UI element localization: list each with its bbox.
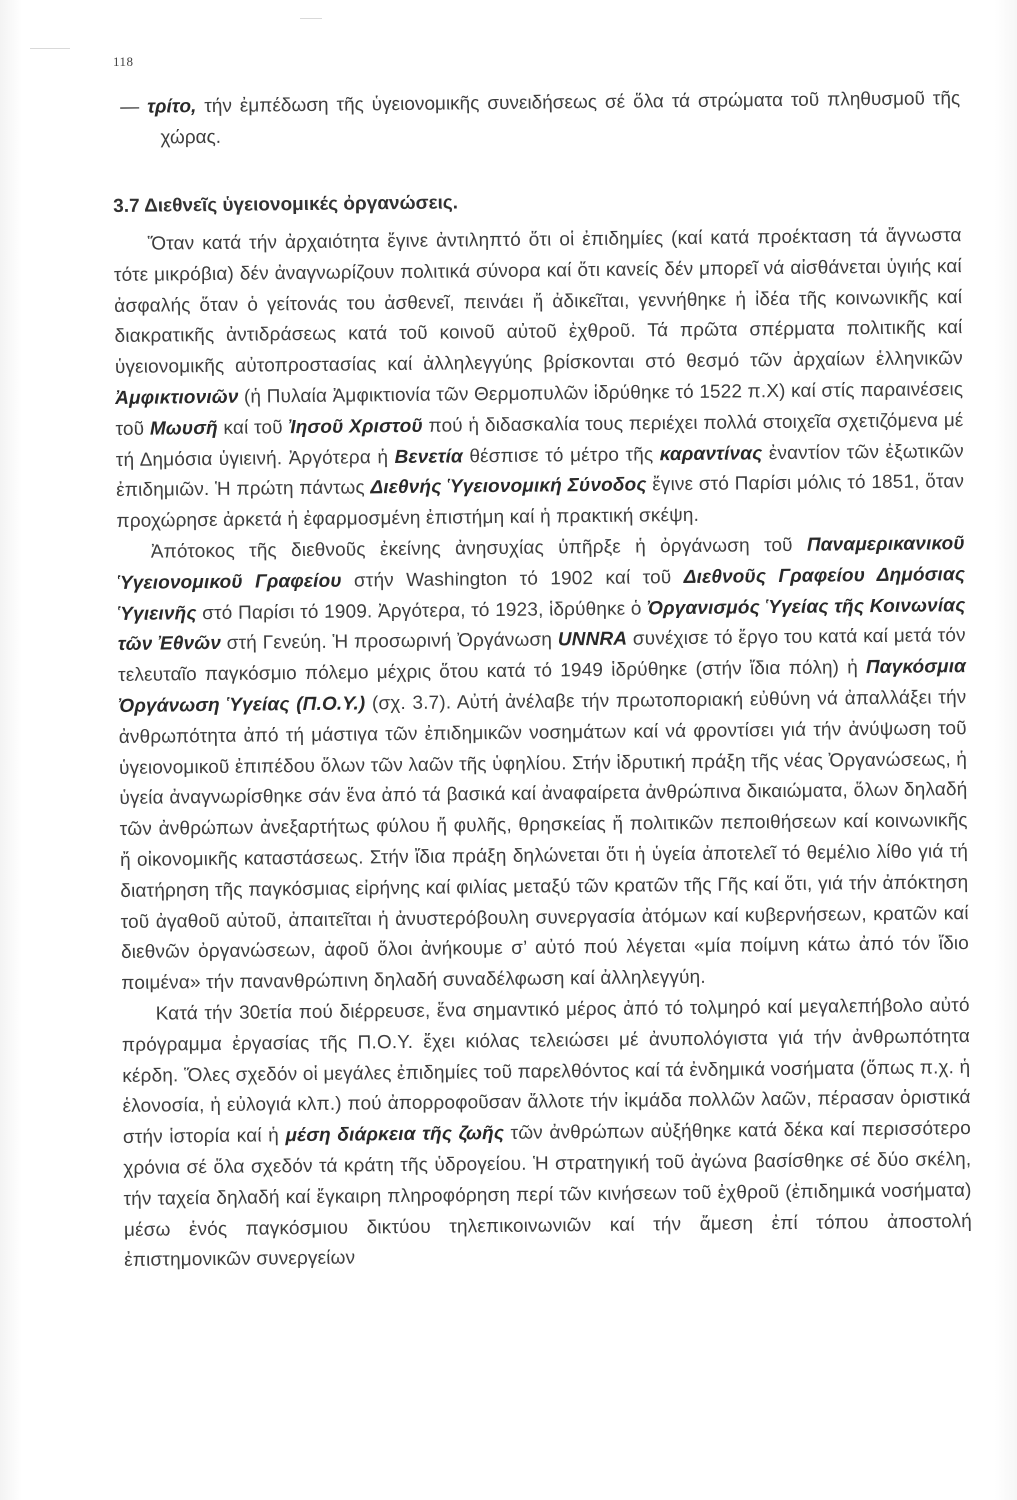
emphasis-panamerican-bureau: Παναμερικανικοῦ Ὑγειονομικοῦ Γραφείου bbox=[117, 533, 965, 594]
text-run: Κατά τήν 30ετία πού διέρρευσε, ἕνα σημαντικό μέρος ἀπό τό τολμηρό καί μεγαλεπήβολο αὐτό πρόγραμμα ἐργασίας τῆς Π.Ο.Υ. ἔχει κιόλας τελειώσει μέ ἀνυπολόγιστα γιά τήν ἀνθρωπότητα κέρδη. Ὅλες σχεδόν οἱ μεγάλες ἐπιδημίες τοῦ παρελθόντος καί τά ἐνδημικά νοσήματα (ὅπως π.χ. ἡ ἑλονοσία, ἡ εὐλογιά κλπ.) πού ἀπορροφοῦσαν ἄλλοτε τήν ἰκμάδα πολλῶν λαῶν, πέρασαν ὁριστικά στήν ἱστορία καί ἡ bbox=[121, 994, 971, 1149]
text-run: ἐναντίον τῶν ἐξωτικῶν ἐπιδημιῶν. Ἡ πρώτη πάντως bbox=[116, 440, 964, 502]
emphasis-amphictyonies: Ἀμφικτιονιῶν bbox=[115, 386, 239, 409]
page-content bbox=[112, 83, 972, 1277]
text-run: θέσπισε τό μέτρο τῆς bbox=[462, 443, 660, 467]
list-item-third bbox=[112, 83, 961, 154]
item-text: τήν ἐμπέδωση τῆς ὑγειονομικῆς συνειδήσεως σέ ὅλα τά στρώματα τοῦ πληθυσμοῦ τῆς χώρας. bbox=[160, 88, 961, 149]
text-run: Ἀπότοκος τῆς διεθνοῦς ἐκείνης ἀνησυχίας ὑπῆρξε ἡ ὀργάνωση τοῦ bbox=[150, 534, 808, 563]
text-run: στήν Washington τό 1902 καί τοῦ bbox=[341, 566, 684, 592]
emphasis-quarantine: καραντίνας bbox=[659, 442, 763, 465]
text-run: Ὅταν κατά τήν ἀρχαιότητα ἔγινε ἀντιληπτό ὅτι οἱ ἐπιδημίες (καί κατά προέκταση τά ἄγνωστα τότε μικρόβια) δέν ἀναγνωρίζουν πολιτικά σύνορα καί ὅτι κανείς δέν μπορεῖ νά αἰσθάνεται ὑγιής καί ἀσφαλής ὅταν ὁ γείτονάς του ἀσθενεῖ, πεινάει ἤ ἀδικεῖται, γεννήθηκε ἡ ἰδέα τῆς κοινωνικῆς καί διακρατικῆς ἀντιδράσεως κατά τοῦ κοινοῦ αὐτοῦ ἐχθροῦ. Τά πρῶτα σπέρματα πολιτικῆς καί ὑγειονομικῆς αὐτοπροστασίας καί ἀλληλεγγύης βρίσκονται στό θεσμό τῶν ἀρχαίων ἑλληνικῶν bbox=[113, 225, 963, 379]
emphasis-life-expectancy: μέση διάρκεια τῆς ζωῆς bbox=[285, 1123, 505, 1147]
emphasis-league-health-org: Ὀργανισμός Ὑγείας τῆς Κοινωνίας τῶν Ἐθνῶν bbox=[117, 594, 966, 656]
emphasis-moses: Μωυσῆ bbox=[149, 417, 218, 440]
paragraph-3 bbox=[122, 991, 973, 1277]
text-run: στή Γενεύη. Ἡ προσωρινή Ὀργάνωση bbox=[220, 629, 558, 655]
text-run: στό Παρίσι τό 1909. Ἀργότερα, τό 1923, ἱδρύθηκε ὁ bbox=[196, 597, 648, 624]
scan-artifact bbox=[30, 48, 70, 49]
emphasis-unnra: UNNRA bbox=[557, 628, 628, 651]
item-dash: — bbox=[120, 96, 140, 118]
text-run: καί τοῦ bbox=[217, 416, 289, 439]
emphasis-international-office: Διεθνοῦς Γραφείου Δημόσιας Ὑγιεινῆς bbox=[117, 563, 966, 625]
text-run: πού ἡ διδασκαλία τους περιέχει πολλά στοιχεῖα σχετιζόμενα μέ τή Δημόσια ὑγιεινή. Ἀργότερα ἡ bbox=[115, 409, 964, 471]
emphasis-jesus-christ: Ἰησοῦ Χριστοῦ bbox=[288, 415, 423, 438]
emphasis-venice: Βενετία bbox=[394, 445, 464, 468]
page-number: 118 bbox=[113, 54, 134, 69]
item-term: τρίτο, bbox=[147, 96, 197, 118]
emphasis-sanitary-conference: Διεθνής Ὑγειονομική Σύνοδος bbox=[370, 474, 647, 499]
text-run: (ἡ Πυλαία Ἀμφικτιονία τῶν Θερμοπυλῶν ἱδρύθηκε τό 1522 π.Χ) καί στίς παραινέσεις τοῦ bbox=[115, 379, 964, 440]
paragraph-1 bbox=[113, 221, 964, 538]
text-run: ἔγινε στό Παρίσι μόλις τό 1851, ὅταν προχώρησε ἀρκετά ἡ ἐφαρμοσμένη ἐπιστήμη καί ἡ πρακτική σκέψη. bbox=[116, 471, 965, 533]
section-heading: 3.7 Διεθνεῖς ὑγειονομικές ὀργανώσεις. bbox=[113, 192, 459, 217]
emphasis-who: Παγκόσμια Ὀργάνωση Ὑγείας (Π.Ο.Υ.) bbox=[118, 656, 967, 717]
text-run: (σχ. 3.7). Αὐτή ἀνέλαβε τήν πρωτοποριακή εὐθύνη νά ἀπαλλάξει τήν ἀνθρωπότητα ἀπό τή μάστιγα τῶν ἐπιδημικῶν νοσημάτων καί νά φροντίσει γιά τήν ἀνύψωση τοῦ ὑγειονομικοῦ ἐπιπέδου ὅλων τῶν λαῶν τῆς ὑφηλίου. Στήν ἱδρυτική πράξη τῆς νέας Ὀργανώσεως, ἡ ὑγεία ἀναγνωρίσθηκε σάν ἕνα ἀπό τά βασικά καί ἀναφαίρετα ἀνθρώπινα δικαιώματα, ὅλων δηλαδή τῶν ἀνθρώπων ἀνεξαρτήτως φύλου ἤ φυλῆς, θρησκείας ἤ πολιτικῶν πεποιθήσεων καί κοινωνικῆς ἤ οἰκονομικῆς καταστάσεως. Στήν ἴδια πράξη δηλώνεται ὅτι ἡ ὑγεία ἀποτελεῖ τό θεμέλιο λίθο γιά τή διατήρηση τῆς παγκόσμιας εἰρήνης καί φιλίας μεταξύ τῶν κρατῶν τῆς Γῆς καί ὅτι, γιά τήν ἀπόκτηση τοῦ ἀγαθοῦ αὐτοῦ, ἀπαιτεῖται ἡ ἀνυστερόβουλη συνεργασία ἀτόμων καί κυβερνήσεων, κρατῶν καί διεθνῶν ὀργανώσεων, ἀφοῦ ὅλοι ἀνήκουμε σ’ αὐτό πού λέγεται «μία ποίμνη κάτω ἀπό τόν ἴδιο ποιμένα» τήν πανανθρώπινη δηλαδή συναδέλφωση καί ἀλληλεγγύη. bbox=[118, 687, 970, 995]
text-run: τῶν ἀνθρώπων αὐξήθηκε κατά δέκα καί περισσότερο χρόνια σέ ὅλα σχεδόν τά κράτη τῆς ὑδρογείου. Ἡ στρατηγική τοῦ ἀγώνα βασίσθηκε σέ δύο σκέλη, τήν ταχεία δηλαδή καί ἔγκαιρη πληροφόρηση περί τῶν κινήσεων τοῦ ἐχθροῦ (ἐπιδημικά νοσήματα) μέσω ἑνός παγκόσμιου δικτύου τηλεπικοινωνιῶν καί τήν ἄμεση ἐπί τόπου ἀποστολή ἐπιστημονικῶν συνεργείων bbox=[123, 1118, 972, 1272]
text-run: συνέχισε τό ἔργο του κατά καί μετά τόν τελευταῖο παγκόσμιο πόλεμο μέχρις ὅτου κατά τό 1949 ἱδρύθηκε (στήν ἴδια πόλη) ἡ bbox=[118, 625, 966, 687]
scan-artifact bbox=[300, 18, 322, 19]
paragraph-2 bbox=[117, 529, 970, 1000]
